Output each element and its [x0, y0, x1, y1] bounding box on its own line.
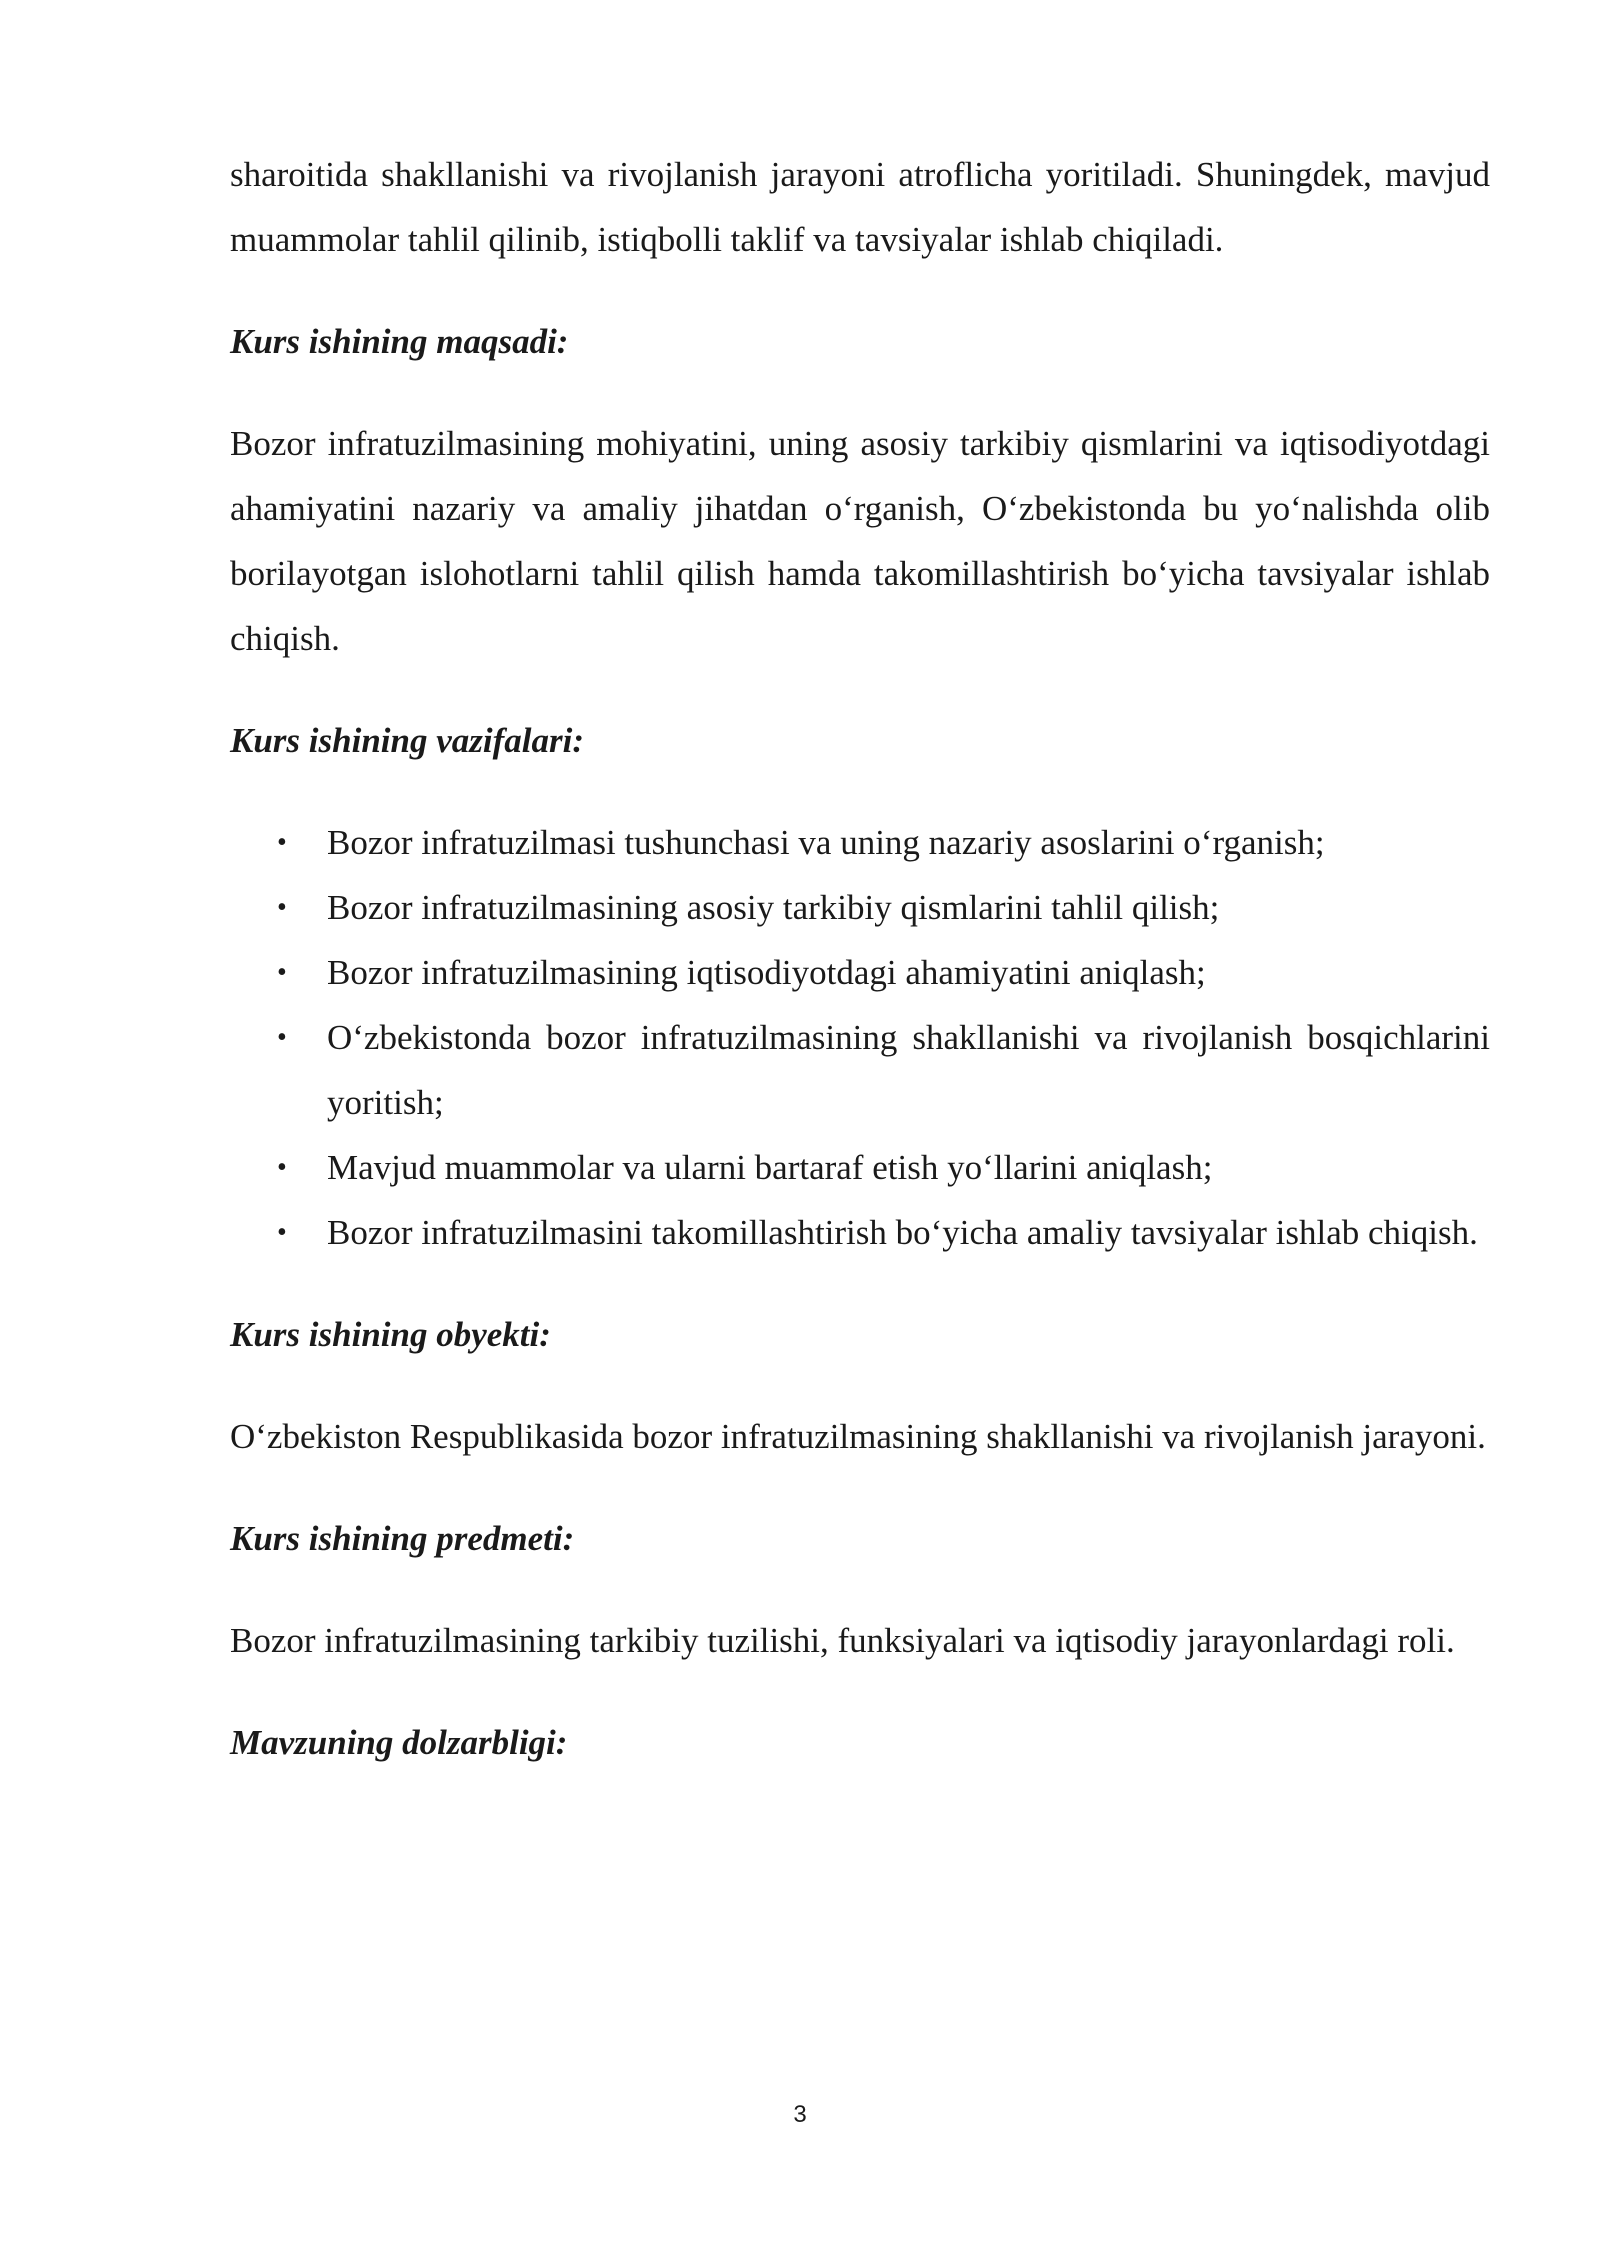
intro-paragraph: sharoitida shakllanishi va rivojlanish jarayoni atroflicha yoritiladi. Shuningdek, mavjud muammolar tahlil qilinib, istiqbolli taklif va tavsiyalar ishlab chiqiladi. — [230, 155, 1490, 259]
spacer — [230, 773, 1490, 810]
bullet-icon: • — [277, 957, 287, 988]
list-item — [230, 875, 1490, 940]
list-item-text: O‘zbekistonda bozor infratuzilmasining shakllanishi va rivojlanish bosqichlarini yoritish; — [327, 1018, 1490, 1122]
spacer — [230, 1469, 1490, 1506]
list-item — [230, 1135, 1490, 1200]
spacer — [230, 1571, 1490, 1608]
list-item-text: Bozor infratuzilmasining iqtisodiyotdagi ahamiyatini aniqlash; — [327, 953, 1206, 992]
list-item-text: Bozor infratuzilmasi tushunchasi va uning nazariy asoslarini o‘rganish; — [327, 823, 1325, 862]
list-item-text: Bozor infratuzilmasining asosiy tarkibiy qismlarini tahlil qilish; — [327, 888, 1220, 927]
list-item — [230, 1200, 1490, 1265]
heading-obyekt: Kurs ishining obyekti: — [230, 1315, 551, 1354]
spacer — [230, 374, 1490, 411]
bullet-icon: • — [277, 1022, 287, 1053]
spacer — [230, 671, 1490, 708]
spacer — [230, 272, 1490, 309]
heading-predmet: Kurs ishining predmeti: — [230, 1519, 575, 1558]
list-item — [230, 810, 1490, 875]
document-page — [230, 142, 1490, 1775]
paragraph-obyekt: O‘zbekiston Respublikasida bozor infratuzilmasining shakllanishi va rivojlanish jarayoni. — [230, 1417, 1486, 1456]
bullet-icon: • — [277, 1152, 287, 1183]
spacer — [230, 1673, 1490, 1710]
vazifalar-list — [230, 810, 1490, 1265]
heading-maqsad: Kurs ishining maqsadi: — [230, 322, 569, 361]
spacer — [230, 1367, 1490, 1404]
list-item-text: Mavjud muammolar va ularni bartaraf etish yo‘llarini aniqlash; — [327, 1148, 1213, 1187]
list-item — [230, 1005, 1490, 1135]
paragraph-maqsad: Bozor infratuzilmasining mohiyatini, uning asosiy tarkibiy qismlarini va iqtisodiyotdagi ahamiyatini nazariy va amaliy jihatdan o‘rganish, O‘zbekistonda bu yo‘nalishda olib borilayotgan islohotlarni tahlil qilish hamda takomillashtirish bo‘yicha tavsiyalar ishlab chiqish. — [230, 424, 1490, 658]
heading-dolzarblik: Mavzuning dolzarbligi: — [230, 1723, 568, 1762]
bullet-icon: • — [277, 827, 287, 858]
list-item-text: Bozor infratuzilmasini takomillashtirish bo‘yicha amaliy tavsiyalar ishlab chiqish. — [327, 1213, 1478, 1252]
page-number: 3 — [793, 2101, 807, 2128]
heading-vazifalar: Kurs ishining vazifalari: — [230, 721, 584, 760]
paragraph-predmet: Bozor infratuzilmasining tarkibiy tuzilishi, funksiyalari va iqtisodiy jarayonlardagi roli. — [230, 1621, 1455, 1660]
spacer — [230, 1265, 1490, 1302]
bullet-icon: • — [277, 892, 287, 923]
bullet-icon: • — [277, 1217, 287, 1248]
list-item — [230, 940, 1490, 1005]
